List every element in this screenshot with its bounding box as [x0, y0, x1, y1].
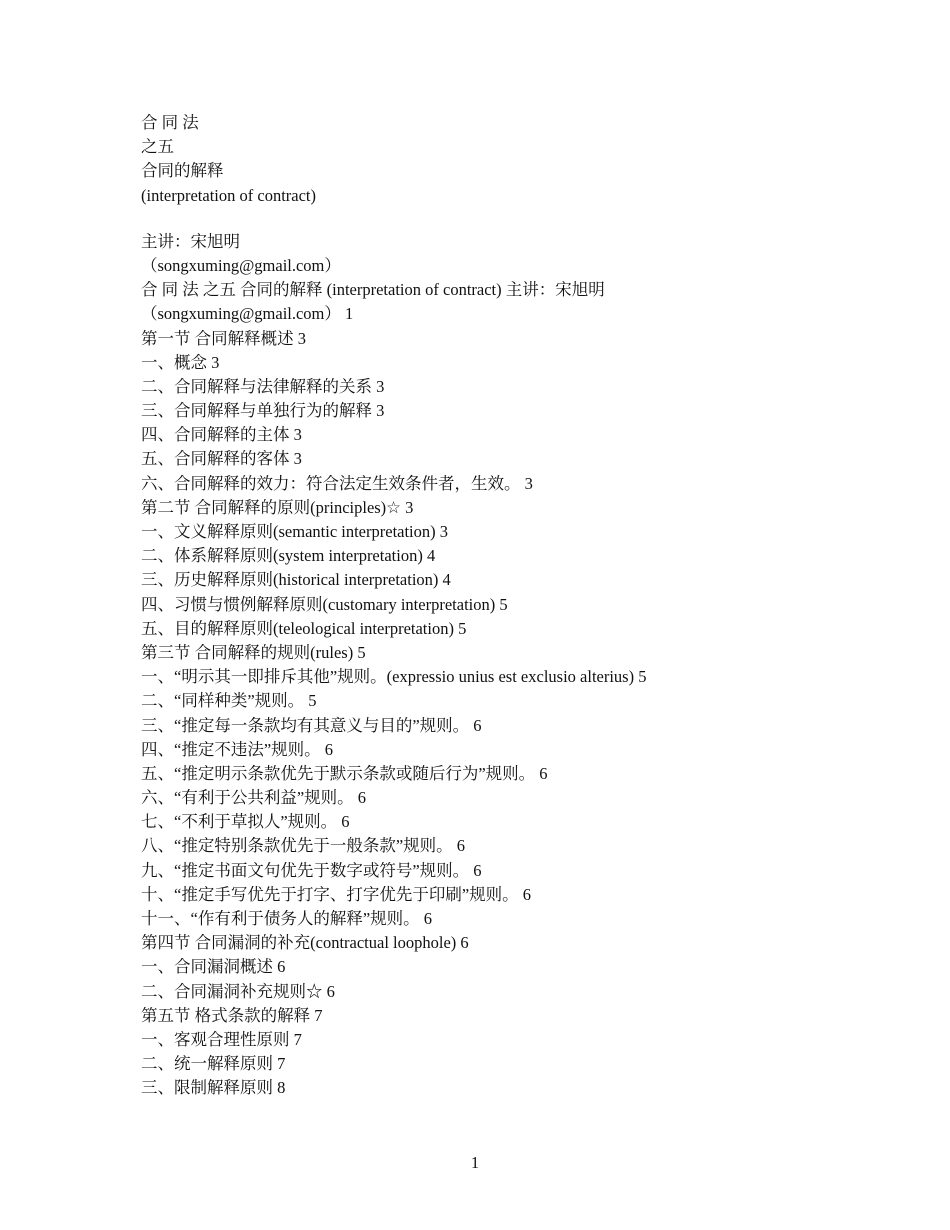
lecturer-line: 主讲：宋旭明 — [141, 231, 240, 251]
toc-entry[interactable]: 八、“推定特别条款优先于一般条款”规则。 6 — [141, 836, 466, 856]
toc-entry[interactable]: 一、合同漏洞概述 6 — [141, 957, 286, 977]
toc-entry[interactable]: 九、“推定书面文句优先于数字或符号”规则。 6 — [141, 860, 482, 880]
toc-entry[interactable]: 三、限制解释原则 8 — [141, 1078, 286, 1098]
toc-entry[interactable]: 五、“推定明示条款优先于默示条款或随后行为”规则。 6 — [141, 763, 548, 783]
toc-entry[interactable]: 一、“明示其一即排斥其他”规则。(expressio unius est exclusio alterius) 5 — [141, 667, 647, 687]
toc-entry[interactable]: 二、合同解释与法律解释的关系 3 — [141, 376, 385, 396]
title-block — [141, 111, 861, 208]
page-number: 1 — [470, 1153, 480, 1172]
toc-entry[interactable]: 一、文义解释原则(semantic interpretation) 3 — [141, 522, 449, 541]
author-block — [141, 230, 861, 278]
toc-entry[interactable]: 一、概念 3 — [141, 352, 220, 372]
toc-entry[interactable]: 一、客观合理性原则 7 — [141, 1029, 302, 1049]
toc-entry[interactable]: 二、统一解释原则 7 — [141, 1054, 286, 1074]
toc-entry[interactable]: 四、合同解释的主体 3 — [141, 425, 302, 445]
toc-entry[interactable]: 三、历史解释原则(historical interpretation) 4 — [141, 570, 451, 590]
table-of-contents — [141, 278, 861, 1100]
toc-entry[interactable]: 六、合同解释的效力：符合法定生效条件者，生效。 3 — [141, 473, 533, 493]
toc-entry[interactable]: 十一、“作有利于债务人的解释”规则。 6 — [141, 909, 433, 928]
toc-entry[interactable]: 三、“推定每一条款均有其意义与目的”规则。 6 — [141, 715, 482, 735]
toc-entry[interactable]: 四、习惯与惯例解释原则(customary interpretation) 5 — [141, 594, 508, 614]
doc-chapter-title-en: (interpretation of contract) — [141, 185, 316, 205]
toc-entry[interactable]: （songxuming@gmail.com） 1 — [141, 304, 354, 324]
toc-entry[interactable]: 合 同 法 之五 合同的解释 (interpretation of contract) 主讲：宋旭明 — [141, 280, 605, 300]
toc-section[interactable]: 第三节 合同解释的规则(rules) 5 — [141, 642, 366, 662]
toc-entry[interactable]: 五、合同解释的客体 3 — [141, 449, 302, 469]
toc-entry[interactable]: 五、目的解释原则(teleological interpretation) 5 — [141, 618, 467, 638]
doc-chapter-title: 合同的解释 — [141, 161, 224, 181]
doc-part: 之五 — [141, 137, 174, 157]
toc-section[interactable]: 第四节 合同漏洞的补充(contractual loophole) 6 — [141, 933, 469, 953]
toc-entry[interactable]: 二、体系解释原则(system interpretation) 4 — [141, 546, 436, 566]
toc-entry[interactable]: 三、合同解释与单独行为的解释 3 — [141, 401, 385, 421]
toc-section[interactable]: 第一节 合同解释概述 3 — [141, 328, 306, 348]
toc-entry[interactable]: 二、合同漏洞补充规则☆ 6 — [141, 981, 335, 1001]
lecturer-email: （songxuming@gmail.com） — [141, 255, 341, 275]
document-content — [141, 111, 861, 1101]
toc-entry[interactable]: 七、“不利于草拟人”规则。 6 — [141, 812, 350, 832]
doc-title: 合 同 法 — [141, 113, 199, 132]
title-spacer — [141, 208, 861, 230]
toc-entry[interactable]: 十、“推定手写优先于打字、打字优先于印刷”规则。 6 — [141, 884, 532, 904]
toc-section[interactable]: 第二节 合同解释的原则(principles)☆ 3 — [141, 497, 414, 517]
toc-entry[interactable]: 四、“推定不违法”规则。 6 — [141, 739, 334, 759]
toc-section[interactable]: 第五节 格式条款的解释 7 — [141, 1005, 323, 1025]
toc-entry[interactable]: 六、“有利于公共利益”规则。 6 — [141, 788, 367, 808]
toc-entry[interactable]: 二、“同样种类”规则。 5 — [141, 691, 317, 711]
